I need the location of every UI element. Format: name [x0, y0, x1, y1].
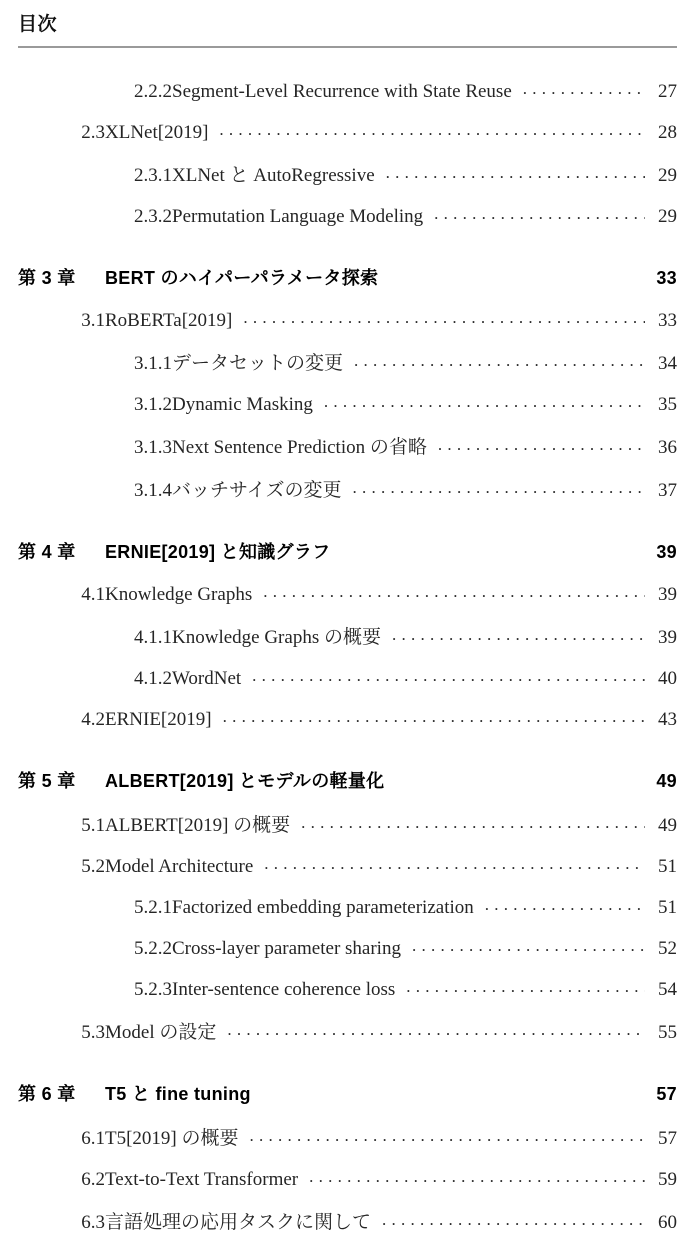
dot-leader — [219, 119, 645, 138]
toc-entry-number: 6.3 — [81, 1211, 105, 1233]
toc-entry-chapter[interactable] — [18, 1072, 677, 1114]
toc-entry-page-number: 55 — [658, 1021, 677, 1043]
page-title: 目次 — [18, 14, 58, 35]
toc-entry-subsection[interactable] — [18, 614, 677, 657]
toc-entry-subsection[interactable] — [18, 657, 677, 698]
toc-entry-subsection[interactable] — [18, 70, 677, 111]
toc-entry-title: Text-to-Text Transformer — [105, 1168, 299, 1190]
toc-entry-title: T5 と fine tuning — [105, 1083, 251, 1104]
dot-leader — [438, 434, 645, 453]
toc-entry-subsection[interactable] — [18, 195, 677, 236]
toc-entry-chapter[interactable] — [18, 256, 677, 298]
dot-leader — [324, 391, 645, 410]
dot-leader — [382, 1209, 645, 1228]
toc-entry-section[interactable] — [18, 1158, 677, 1199]
toc-entry-number: 5.2 — [81, 855, 105, 877]
toc-entry-chapter[interactable] — [18, 530, 677, 572]
dot-leader — [227, 1019, 645, 1038]
toc-entry-number: 5.3 — [81, 1021, 105, 1043]
dot-leader — [406, 976, 645, 995]
toc-entry-title: ALBERT[2019] とモデルの軽量化 — [105, 770, 385, 791]
dot-leader — [395, 769, 645, 787]
toc-entry-page-number: 27 — [658, 80, 677, 102]
dot-leader — [412, 935, 645, 954]
dot-leader — [523, 78, 645, 97]
dot-leader — [263, 581, 645, 600]
toc-entry-title: Next Sentence Prediction の省略 — [172, 436, 427, 458]
dot-leader — [352, 477, 645, 496]
dot-leader — [392, 624, 645, 643]
toc-entry-subsection[interactable] — [18, 927, 677, 968]
toc-entry-page-number: 57 — [656, 1083, 677, 1104]
toc-entry-title: Dynamic Masking — [172, 393, 313, 415]
toc-entry-page-number: 59 — [658, 1168, 677, 1190]
toc-entry-number: 5.1 — [81, 814, 105, 836]
toc-entry-subsection[interactable] — [18, 968, 677, 1009]
toc-entry-number: 第 6 章 — [18, 1083, 76, 1104]
toc-entry-page-number: 39 — [656, 541, 677, 562]
toc-entry-title: ALBERT[2019] の概要 — [105, 814, 291, 836]
toc-entry-title: BERT のハイパーパラメータ探索 — [105, 267, 379, 288]
dot-leader — [252, 665, 645, 684]
toc-entry-subsection[interactable] — [18, 886, 677, 927]
toc-entry-section[interactable] — [18, 111, 677, 152]
toc-entry-page-number: 39 — [658, 583, 677, 605]
toc-entry-page-number: 57 — [658, 1127, 677, 1149]
toc-entry-subsection[interactable] — [18, 152, 677, 195]
toc-entry-page-number: 37 — [658, 479, 677, 501]
toc-entry-subsection[interactable] — [18, 340, 677, 383]
toc-entry-number: 2.3.2 — [134, 205, 172, 227]
toc-entry-page-number: 52 — [658, 937, 677, 959]
toc-entry-number: 3.1.1 — [134, 352, 172, 374]
dot-leader — [434, 203, 645, 222]
dot-leader — [250, 1125, 645, 1144]
dot-leader — [243, 307, 645, 326]
toc-entry-subsection[interactable] — [18, 383, 677, 424]
toc-entry-title: Inter-sentence coherence loss — [172, 978, 396, 1000]
toc-entry-section[interactable] — [18, 1115, 677, 1158]
toc-entry-number: 4.1 — [81, 583, 105, 605]
toc-entry-page-number: 54 — [658, 978, 677, 1000]
toc-entry-page-number: 43 — [658, 708, 677, 730]
toc-entry-number: 2.3.1 — [134, 164, 172, 186]
toc-entry-number: 5.2.2 — [134, 937, 172, 959]
toc-entry-number: 3.1.4 — [134, 479, 172, 501]
toc-entry-section[interactable] — [18, 573, 677, 614]
toc-entry-subsection[interactable] — [18, 467, 677, 510]
toc-entry-page-number: 39 — [658, 626, 677, 648]
toc-entry-number: 3.1.3 — [134, 436, 172, 458]
toc-entry-title: データセットの変更 — [172, 352, 344, 374]
toc-entry-title: ERNIE[2019] — [105, 708, 212, 730]
toc-entry-title: XLNet と AutoRegressive — [172, 164, 375, 186]
toc-entry-title: RoBERTa[2019] — [105, 309, 233, 331]
toc-entry-title: Cross-layer parameter sharing — [172, 937, 401, 959]
toc-entry-number: 5.2.1 — [134, 896, 172, 918]
toc-entry-title: Factorized embedding parameterization — [172, 896, 474, 918]
toc-entry-number: 3.1 — [81, 309, 105, 331]
toc-entry-title: WordNet — [172, 667, 242, 689]
toc-entry-page-number: 29 — [658, 205, 677, 227]
dot-leader — [341, 540, 645, 558]
toc-entry-page-number: 36 — [658, 436, 677, 458]
toc-entry-page-number: 60 — [658, 1211, 677, 1233]
toc-entry-page-number: 29 — [658, 164, 677, 186]
toc-entry-page-number: 28 — [658, 121, 677, 143]
toc-entry-number: 4.1.2 — [134, 667, 172, 689]
toc-entry-section[interactable] — [18, 299, 677, 340]
toc-entry-section[interactable] — [18, 1009, 677, 1052]
toc-entry-page-number: 33 — [656, 267, 677, 288]
toc-entry-number: 6.2 — [81, 1168, 105, 1190]
toc-entry-title: Permutation Language Modeling — [172, 205, 424, 227]
toc-entry-section[interactable] — [18, 698, 677, 739]
dot-leader — [485, 894, 645, 913]
toc-entry-title: T5[2019] の概要 — [105, 1127, 239, 1149]
toc-entry-title: Model の設定 — [105, 1021, 217, 1043]
toc-entry-section[interactable] — [18, 1199, 677, 1242]
toc-entry-section[interactable] — [18, 845, 677, 886]
toc-entry-title: Model Architecture — [105, 855, 254, 877]
toc-entry-number: 3.1.2 — [134, 393, 172, 415]
toc-entry-page-number: 35 — [658, 393, 677, 415]
dot-leader — [386, 162, 645, 181]
toc-entry-title: Segment-Level Recurrence with State Reuse — [172, 80, 512, 102]
toc-entry-title: バッチサイズの変更 — [172, 479, 342, 501]
toc-entry-number: 4.1.1 — [134, 626, 172, 648]
toc-entry-number: 6.1 — [81, 1127, 105, 1149]
toc-entry-page-number: 51 — [658, 855, 677, 877]
toc-entry-page-number: 51 — [658, 896, 677, 918]
dot-leader — [389, 266, 645, 284]
dot-leader — [301, 812, 645, 831]
dot-leader — [354, 350, 645, 369]
toc-entry-number: 2.2.2 — [134, 80, 172, 102]
toc-entry-title: Knowledge Graphs の概要 — [172, 626, 381, 648]
toc-entry-page-number: 33 — [658, 309, 677, 331]
toc-entry-number: 第 4 章 — [18, 541, 76, 562]
dot-leader — [262, 1082, 645, 1100]
toc-entry-title: ERNIE[2019] と知識グラフ — [105, 541, 331, 562]
toc-entry-list — [18, 70, 677, 1242]
title-divider — [18, 46, 677, 48]
toc-entry-page-number: 49 — [658, 814, 677, 836]
dot-leader — [309, 1166, 645, 1185]
toc-entry-page-number: 49 — [656, 770, 677, 791]
toc-entry-number: 2.3 — [81, 121, 105, 143]
toc-page — [0, 14, 695, 1233]
toc-entry-page-number: 40 — [658, 667, 677, 689]
toc-entry-number: 第 5 章 — [18, 770, 76, 791]
toc-entry-page-number: 34 — [658, 352, 677, 374]
toc-entry-number: 第 3 章 — [18, 267, 76, 288]
toc-entry-chapter[interactable] — [18, 759, 677, 801]
toc-entry-subsection[interactable] — [18, 424, 677, 467]
toc-entry-title: 言語処理の応用タスクに関して — [105, 1211, 372, 1233]
toc-entry-section[interactable] — [18, 802, 677, 845]
dot-leader — [223, 706, 645, 725]
toc-entry-title: XLNet[2019] — [105, 121, 209, 143]
toc-entry-number: 4.2 — [81, 708, 105, 730]
toc-entry-number: 5.2.3 — [134, 978, 172, 1000]
toc-entry-title: Knowledge Graphs — [105, 583, 253, 605]
dot-leader — [264, 853, 645, 872]
